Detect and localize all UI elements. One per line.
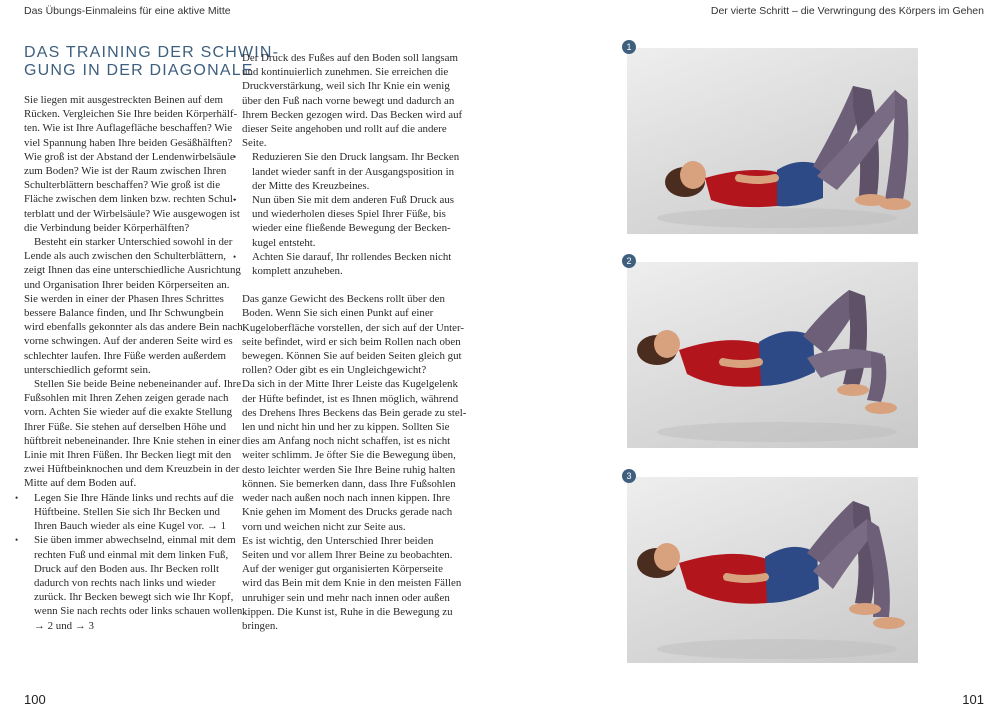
text-line: bewegen. Können Sie auf beiden Seiten gleich gut <box>242 350 462 363</box>
text-line: zwei Hüftbeinknochen und dem Kreuzbein in der <box>24 463 240 476</box>
text-line: Mitte auf dem Boden auf. <box>24 477 137 490</box>
bullet-line: • Sie üben immer abwechselnd, einmal mit dem <box>24 533 230 547</box>
text-column-left <box>24 93 246 633</box>
text-line: bessere Balance finden, und Ihr Schwungbein <box>24 307 224 320</box>
text-line: wieder eine fließende Bewegung der Becken- <box>252 222 451 235</box>
text-line: unruhiger sein und mehr nach innen oder außen <box>242 591 450 604</box>
text-line: Sie liegen mit ausgestreckten Beinen auf dem <box>24 94 223 106</box>
text-line: Boden. Wenn Sie sich einen Punkt auf einer <box>242 307 434 320</box>
text-line: Fußsohlen mit Ihren Zehen zeigen gerade nach <box>24 392 229 405</box>
text-line: Es ist wichtig, den Unterschied Ihrer beiden <box>242 534 434 547</box>
text-line: Ihrer Füße. Sie stehen auf derselben Höhe und <box>24 420 227 433</box>
text-line: Auf der weniger gut organisierten Körperseite <box>242 563 443 576</box>
text-line: dadurch von rechts nach links und wieder <box>34 576 216 589</box>
text-line: Druck auf den Boden aus. Ihr Becken rollt <box>34 562 220 575</box>
text-line: vorn. Achten Sie wieder auf die exakte Stellung <box>24 406 233 419</box>
bullet-line: • Reduzieren Sie den Druck langsam. Ihr Becken <box>242 150 447 164</box>
text-line: Stellen Sie beide Beine nebeneinander auf. Ihre <box>34 378 242 391</box>
running-header-left: Das Übungs-Einmaleins für eine aktive Mitte <box>24 5 231 17</box>
figure-lying-2 <box>627 262 918 448</box>
text-line: Linie mit Ihren Füßen. Ihr Becken liegt mit den <box>24 449 232 462</box>
running-header-right: Der vierte Schritt – die Verwringung des Körpers im Gehen <box>710 5 984 17</box>
text-line: schlechter laufen. Ihre Füße werden außerdem <box>24 349 226 362</box>
text-line: seite befindet, wird er sich beim Rollen nach oben <box>242 335 461 348</box>
text-line: Besteht ein starker Unterschied sowohl in der <box>34 236 233 249</box>
photo-number-badge: 3 <box>622 469 636 483</box>
text-line: wird das Bein mit dem Knie in den meisten Fällen <box>242 577 462 590</box>
photo-number-badge: 2 <box>622 254 636 268</box>
exercise-photo-2 <box>626 256 918 448</box>
exercise-photo-3 <box>626 471 918 663</box>
text-line: Seiten und vor allem Ihrer Beine zu beobachten. <box>242 548 453 561</box>
figure-lying-1 <box>627 48 918 234</box>
text-line: Wie groß ist der Abstand der Lendenwirbelsäule <box>24 150 235 163</box>
text-line: komplett anzuheben. <box>252 265 343 278</box>
text-line: → 2 und → 3 <box>34 619 94 632</box>
text-line: die Verbindung beider Körperhälften? <box>24 221 190 234</box>
section-heading-line-2: GUNG IN DER DIAGONALE <box>24 62 254 79</box>
text-line: ten. Wie ist Ihre Auflagefläche beschaffen? Wie <box>24 122 233 135</box>
text-line: unterschiedlich geformt sein. <box>24 363 151 376</box>
figure-lying-3 <box>627 477 918 663</box>
text-line: zeigt Ihnen das eine unterschiedliche Ausrichtung <box>24 264 241 277</box>
photo-number-badge: 1 <box>622 40 636 54</box>
bullet-line: • Legen Sie Ihre Hände links und rechts auf die <box>24 491 230 505</box>
text-line: Seite. <box>242 137 267 150</box>
text-line: und wiederholen dieses Spiel Ihrer Füße, bis <box>252 208 446 221</box>
section-heading-line-1: DAS TRAINING DER SCHWIN- <box>24 44 280 61</box>
text-line: wird ebenfalls gekonnter als das andere Bein nach <box>24 321 243 334</box>
text-line: Knie gehen im Moment des Drucks gerade nach <box>242 506 453 519</box>
text-line: Lende als auch zwischen den Schulterblättern, <box>24 250 227 263</box>
text-line: wenn Sie nach rechts oder links schauen wollen. <box>34 605 246 618</box>
text-line: Der Druck des Fußes auf den Boden soll langsam <box>242 52 458 64</box>
bullet-line: • Achten Sie darauf, Ihr rollendes Becken nicht <box>242 250 447 264</box>
text-line: können. Sie bemerken dann, dass Ihre Fußsohlen <box>242 477 456 490</box>
text-line: vorn und weichen nicht zur Seite aus. <box>242 520 406 533</box>
text-line: der Hüfte befindet, ist es Ihnen möglich, während <box>242 392 459 405</box>
bullet-line: • Nun üben Sie mit dem anderen Fuß Druck aus <box>242 193 447 207</box>
text-line: desto leichter werden Sie Ihre Beine ruhig halten <box>242 463 456 476</box>
text-line: hüftbreit nebeneinander. Ihre Knie stehen in einer <box>24 434 241 447</box>
text-line: Sie werden in einer der Phasen Ihres Schrittes <box>24 292 224 305</box>
text-line: Kugeloberfläche vorstellen, der sich auf der Unter- <box>242 321 465 334</box>
text-line: dies am Anfang noch nicht schaffen, ist es nicht <box>242 435 451 448</box>
text-line: vorne schwingen. Auf der anderen Seite wird es <box>24 335 233 348</box>
page-number-right: 101 <box>962 692 984 707</box>
text-line: landet wieder sanft in der Ausgangsposition in <box>252 165 455 178</box>
text-line: dieser Seite angehoben und rollt auf die andere <box>242 123 447 136</box>
text-line: Das ganze Gewicht des Beckens rollt über den <box>242 293 445 306</box>
text-line: bringen. <box>242 619 278 632</box>
text-line: weder nach außen noch nach innen kippen. Ihre <box>242 492 451 505</box>
text-line: terblatt und der Wirbelsäule? Wie ausgewogen ist <box>24 207 240 220</box>
text-line: Rücken. Vergleichen Sie Ihre beiden Körperhälf- <box>24 108 238 121</box>
text-line: kippen. Die Kunst ist, Ruhe in die Bewegung zu <box>242 605 453 618</box>
text-line: viel Spannung haben Ihre beiden Gesäßhälften? <box>24 136 233 149</box>
text-line: rollen? Oder gibt es ein Ungleichgewicht? <box>242 364 427 377</box>
page-number-left: 100 <box>24 692 46 707</box>
text-line: und kontinuierlich zunehmen. Sie erreichen die <box>242 66 449 79</box>
text-line: Ihren Bauch wieder als eine Kugel vor. → 1 <box>34 520 227 533</box>
exercise-photo-1 <box>626 42 918 234</box>
text-line: Schulterblättern beschaffen? Wie groß ist die <box>24 179 221 192</box>
text-line: zum Boden? Wie ist der Raum zwischen Ihren <box>24 165 227 178</box>
text-line: Fläche zwischen dem linken bzw. rechten Schul- <box>24 193 237 206</box>
text-line: der Mitte des Kreuzbeines. <box>252 179 370 192</box>
text-line: rechten Fuß und einmal mit dem linken Fuß, <box>34 548 229 561</box>
text-line: kugel entsteht. <box>252 236 316 249</box>
text-line: Hüftbeine. Stellen Sie sich Ihr Becken und <box>34 505 221 518</box>
paragraph-gap <box>242 278 447 292</box>
text-line: zurück. Ihr Becken bewegt sich wie Ihr Kopf, <box>34 591 234 604</box>
text-line: len und nicht hin und her zu kippen. Sollten Sie <box>242 421 450 434</box>
text-line: und Organisation Ihrer beiden Körperseiten an. <box>24 278 230 291</box>
text-line: über den Fuß nach vorne bewegt und dadurch an <box>242 94 455 107</box>
text-line: Ihrem Becken gezogen wird. Das Becken wird auf <box>242 108 463 121</box>
text-line: Druckverstärkung, weil sich Ihr Knie ein wenig <box>242 80 450 93</box>
text-column-right <box>242 51 467 633</box>
text-line: des Drehens Ihres Beckens das Bein gerade zu stel- <box>242 406 467 419</box>
text-line: Da sich in der Mitte Ihrer Leiste das Kugelgelenk <box>242 378 458 391</box>
text-line: weiter schlimm. Je öfter Sie die Bewegung üben, <box>242 449 456 462</box>
section-heading <box>24 44 280 80</box>
